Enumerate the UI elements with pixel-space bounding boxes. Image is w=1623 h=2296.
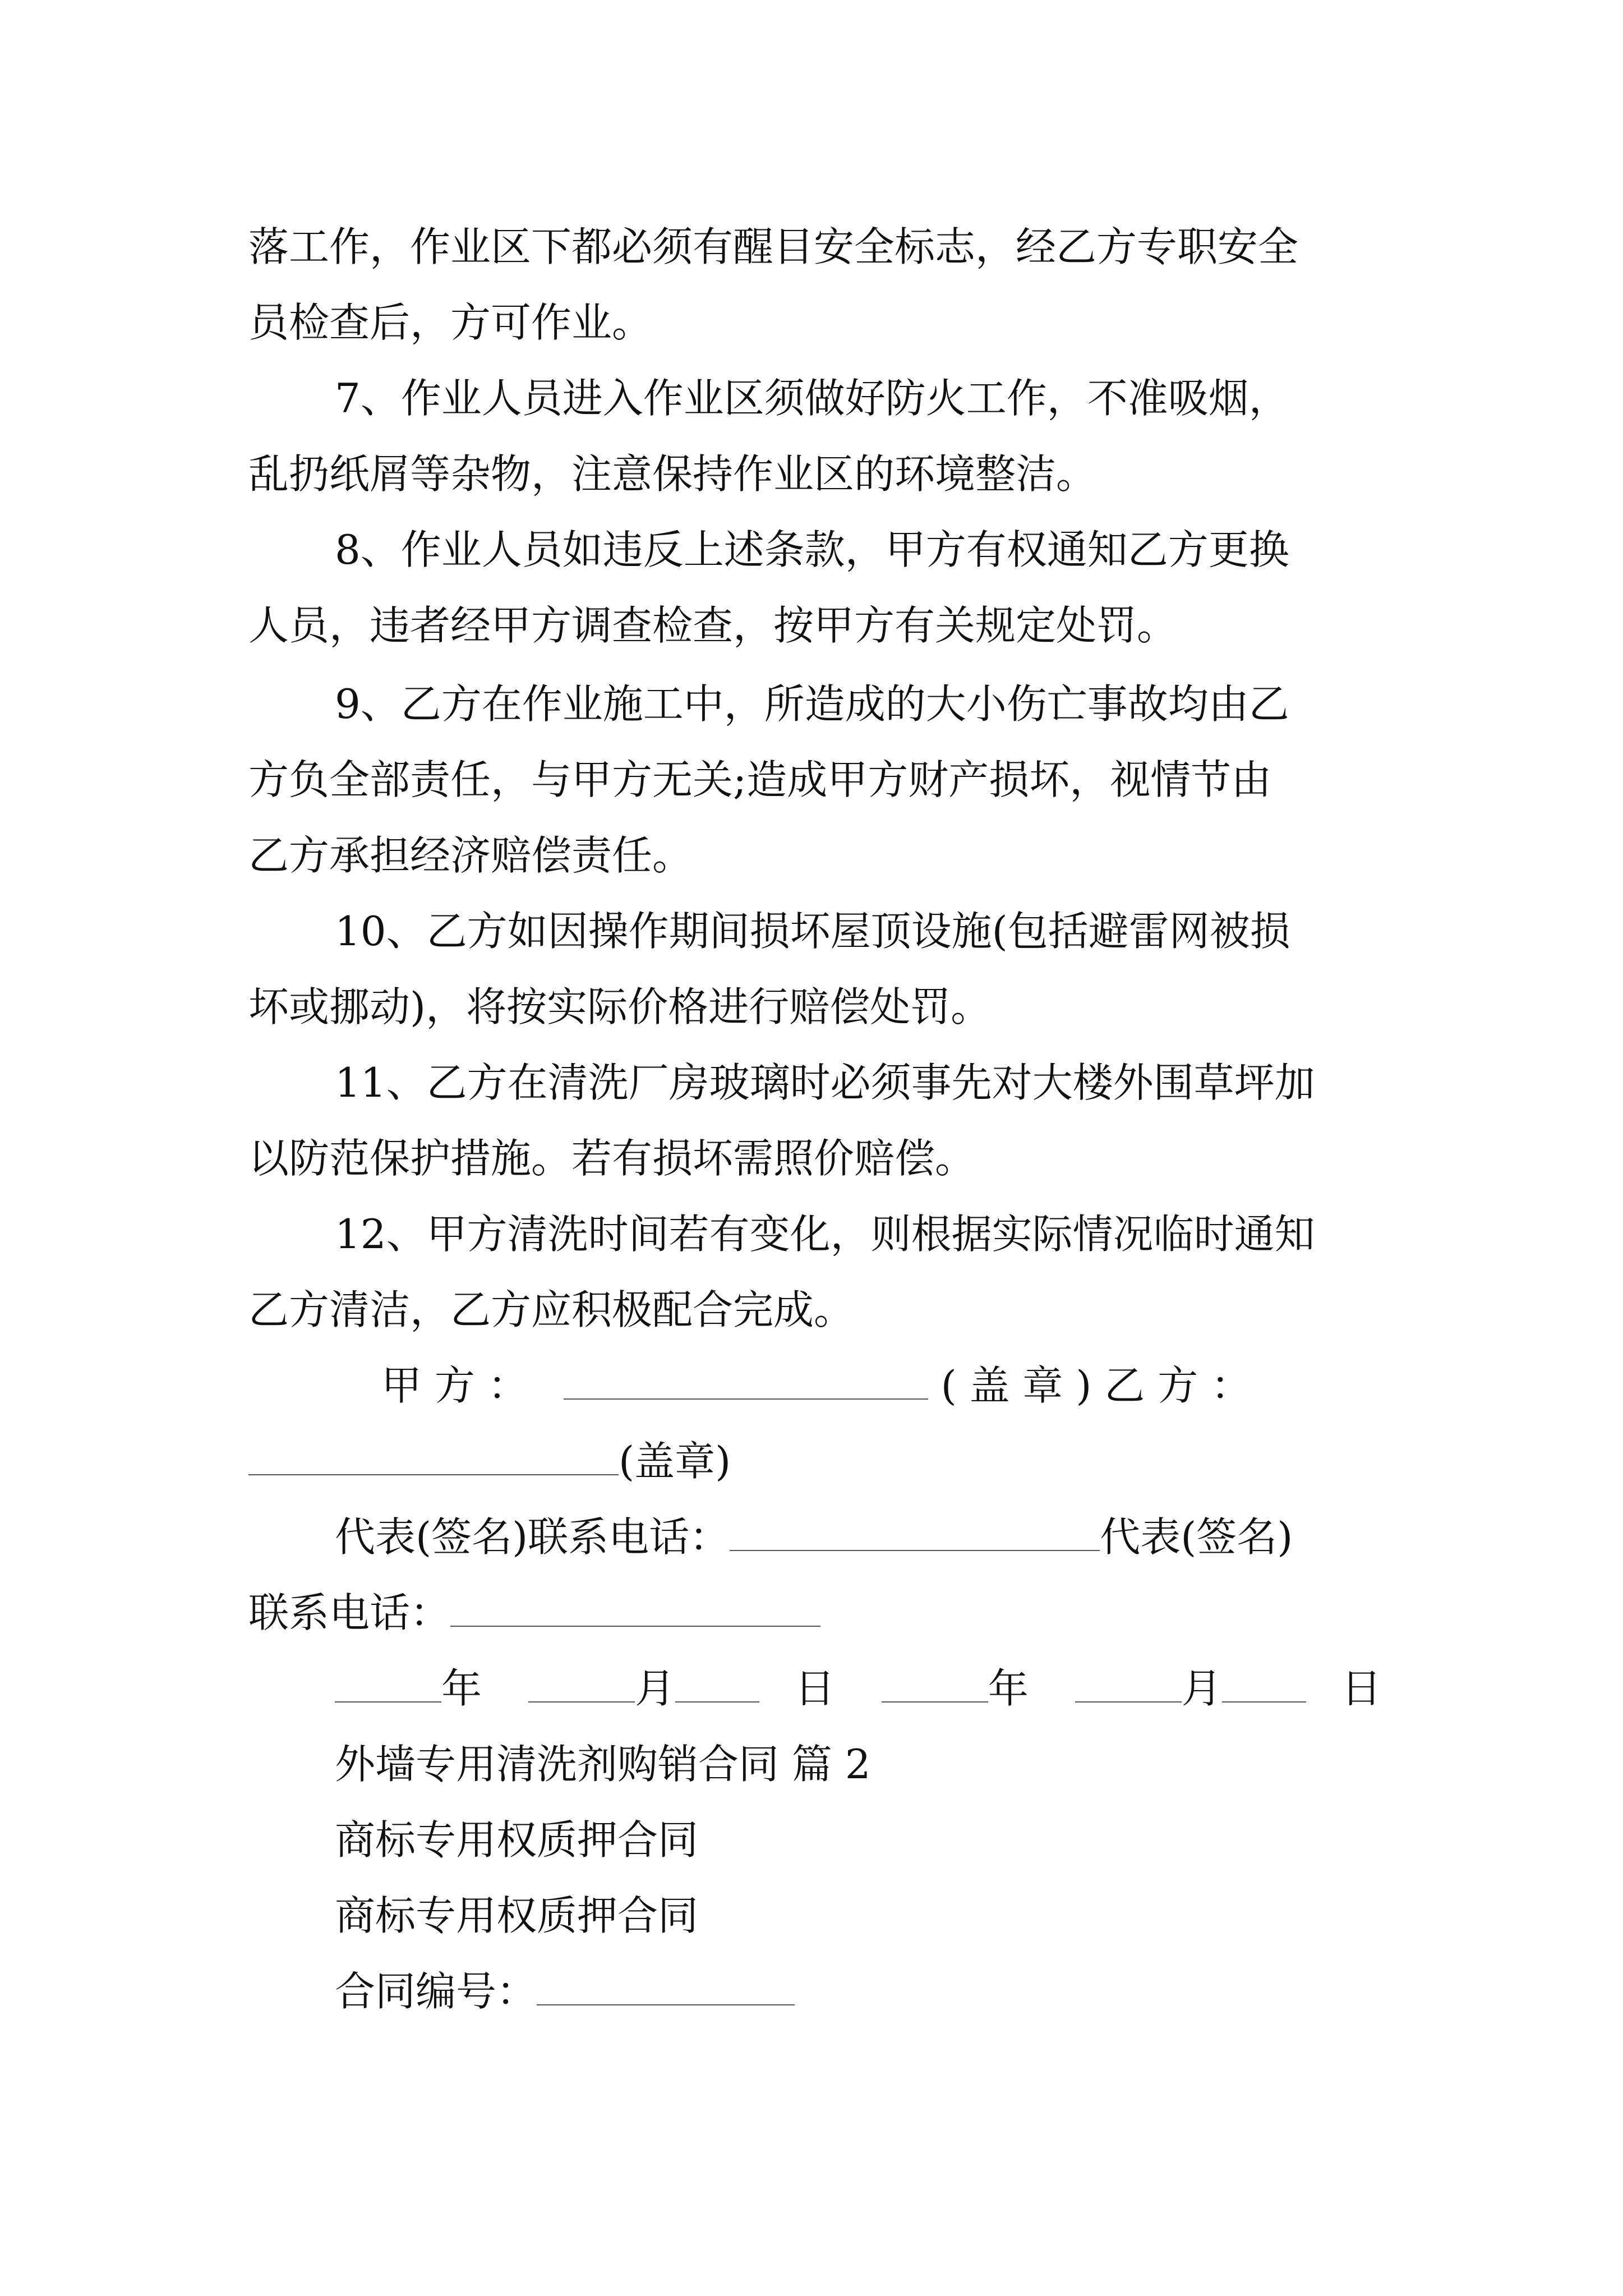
- clause-12-line-1: 12、甲方清洗时间若有变化，则根据实际情况临时通知: [335, 1211, 1315, 1258]
- clause-7-line-1: 7、作业人员进入作业区须做好防火工作，不准吸烟，: [335, 375, 1289, 422]
- phone-b-blank: [450, 1589, 820, 1627]
- day-b-label: 日: [1341, 1665, 1382, 1712]
- party-b-seal-label: (盖章): [619, 1438, 731, 1485]
- year-b-blank: [882, 1664, 988, 1703]
- party-b-seal-blank: [248, 1437, 619, 1475]
- clause-8-line-1: 8、作业人员如违反上述条款，甲方有权通知乙方更换: [335, 526, 1289, 573]
- day-a-label: 日: [794, 1665, 835, 1712]
- clause-8-line-2: 人员，违者经甲方调查检查，按甲方有关规定处罚。: [248, 602, 1178, 649]
- year-b-label: 年: [988, 1665, 1029, 1712]
- contract-title-2: 商标专用权质押合同: [335, 1892, 699, 1939]
- rep-b-label: 代表(签名): [1100, 1513, 1293, 1561]
- date-row: [335, 1663, 1382, 1714]
- month-b-label: 月: [1181, 1665, 1222, 1712]
- seal-party-b-label: ( 盖 章 ) 乙 方 ：: [940, 1362, 1252, 1409]
- phone-b-row: [248, 1588, 820, 1638]
- day-b-blank: [1222, 1664, 1306, 1703]
- body-line-2: 员检查后，方可作业。: [248, 299, 653, 346]
- party-a-row: [381, 1360, 1251, 1411]
- rep-phone-row: [335, 1512, 1293, 1562]
- clause-9-line-1: 9、乙方在作业施工中，所造成的大小伤亡事故均由乙: [335, 680, 1289, 728]
- contract-number-row: [335, 1966, 795, 2017]
- clause-7-line-2: 乱扔纸屑等杂物，注意保持作业区的环境整洁。: [248, 450, 1097, 498]
- clause-9-line-2: 方负全部责任，与甲方无关;造成甲方财产损坏，视情节由: [248, 756, 1272, 803]
- phone-b-label: 联系电话：: [248, 1589, 451, 1636]
- year-a-label: 年: [441, 1665, 482, 1712]
- clause-12-line-2: 乙方清洁，乙方应积极配合完成。: [248, 1286, 855, 1333]
- contract-title-1: 商标专用权质押合同: [335, 1816, 699, 1864]
- party-a-seal-blank: [564, 1361, 928, 1400]
- contract-number-label: 合同编号：: [335, 1968, 537, 2015]
- section-heading: 外墙专用清洗剂购销合同 篇 2: [335, 1741, 871, 1788]
- day-a-blank: [675, 1664, 759, 1703]
- month-b-blank: [1075, 1664, 1182, 1703]
- year-a-blank: [335, 1664, 441, 1703]
- month-a-label: 月: [634, 1665, 675, 1712]
- contract-number-blank: [537, 1967, 795, 2005]
- body-line-1: 落工作，作业区下都必须有醒目安全标志，经乙方专职安全: [248, 223, 1299, 270]
- clause-11-line-2: 以防范保护措施。若有损坏需照价赔偿。: [248, 1135, 976, 1182]
- month-a-blank: [528, 1664, 635, 1703]
- party-b-row: [248, 1436, 731, 1487]
- party-a-label: 甲 方 ：: [381, 1362, 528, 1409]
- rep-phone-a-blank: [730, 1513, 1100, 1551]
- rep-phone-a-label: 代表(签名)联系电话：: [335, 1513, 730, 1561]
- clause-10-line-2: 坏或挪动)，将按实际价格进行赔偿处罚。: [248, 983, 992, 1030]
- clause-11-line-1: 11、乙方在清洗厂房玻璃时必须事先对大楼外围草坪加: [335, 1059, 1315, 1106]
- clause-10-line-1: 10、乙方如因操作期间损坏屋顶设施(包括避雷网被损: [335, 908, 1290, 955]
- clause-9-line-3: 乙方承担经济赔偿责任。: [248, 832, 693, 879]
